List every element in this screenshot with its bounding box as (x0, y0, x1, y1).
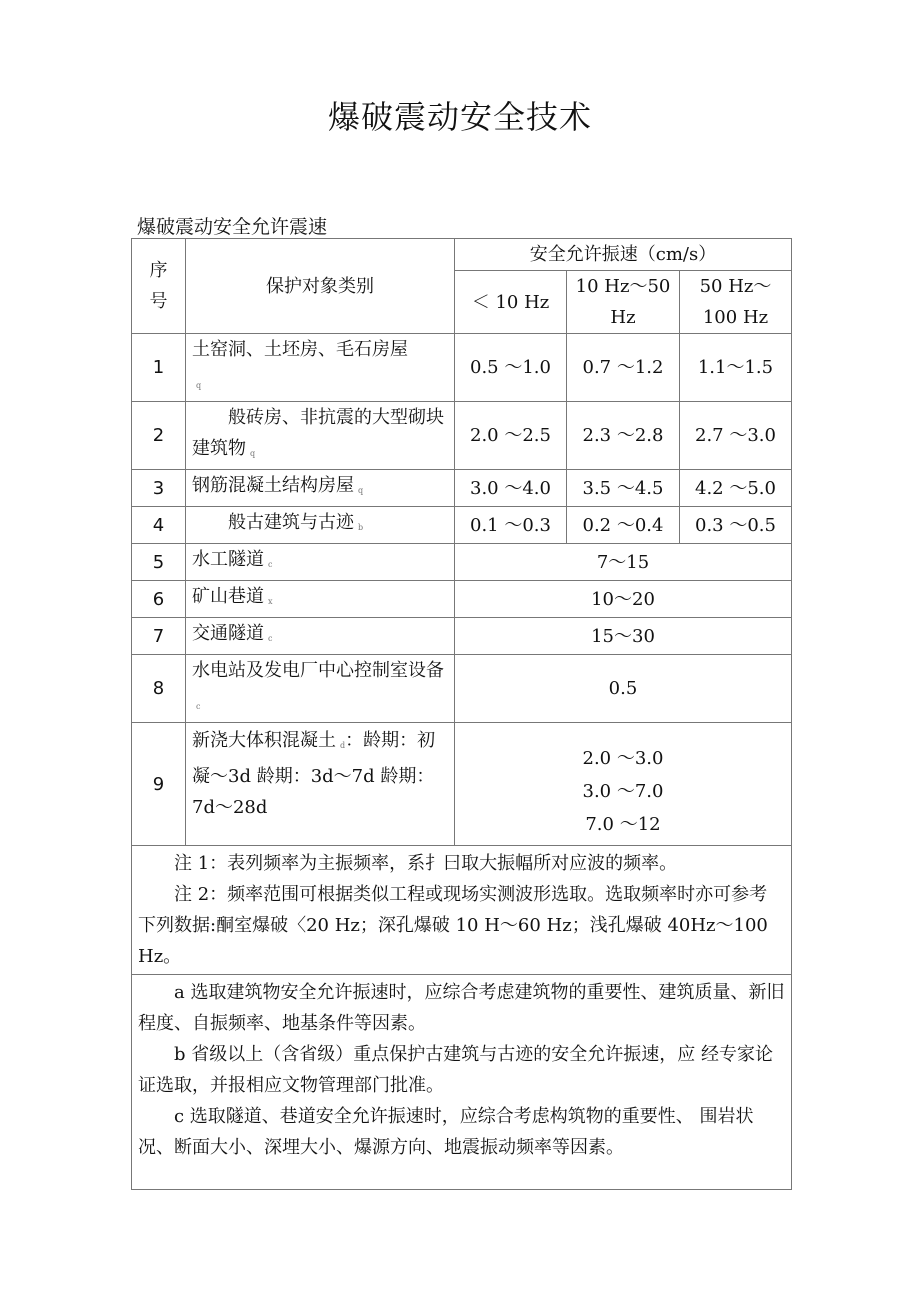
table-caption: 爆破震动安全允许震速 (137, 216, 328, 238)
value: 10～20 (455, 581, 792, 618)
row-number: 4 (132, 507, 186, 544)
value: 0.5 ～1.0 (455, 334, 567, 402)
row-number: 9 (132, 723, 186, 846)
value: 0.3 ～0.5 (680, 507, 792, 544)
value: 0.5 (455, 655, 792, 723)
note-2: 注 2：频率范围可根据类似工程或现场实测波形选取。选取频率时亦可参考下列数据:酮室爆破〈20 Hz；深孔爆破 10 H～60 Hz；浅孔爆破 40Hz～100 Hz。 (138, 884, 768, 967)
value: 2.3 ～2.8 (567, 402, 680, 470)
table-row (132, 544, 792, 581)
page-title: 爆破震动安全技术 (327, 98, 592, 136)
table-row (132, 618, 792, 655)
table-row (132, 581, 792, 618)
table-row (132, 655, 792, 723)
table-row (132, 507, 792, 544)
row-number: 7 (132, 618, 186, 655)
row-number: 5 (132, 544, 186, 581)
row-object: 般砖房、非抗震的大型砌块建筑物 $_q$ (186, 402, 455, 470)
value: 4.2 ～5.0 (680, 470, 792, 507)
header-freq-3: 50 Hz～ 100 Hz (680, 271, 792, 334)
table-row (132, 402, 792, 470)
header-freq-2: 10 Hz～50 Hz (567, 271, 680, 334)
value: 2.0 ～3.0 3.0 ～7.0 7.0 ～12 (455, 723, 792, 846)
note-1: 注 1：表列频率为主振频率，系扌曰取大振幅所对应波的频率。 (174, 853, 678, 874)
value: 15～30 (455, 618, 792, 655)
header-freq-1: ＜ 10 Hz (455, 271, 567, 334)
row-number: 6 (132, 581, 186, 618)
row-object: 水电站及发电厂中心控制室设备$_c$ (186, 655, 455, 723)
notes-frequency (132, 846, 792, 975)
row-object: 矿山巷道 $_x$ (186, 581, 455, 618)
table-row (132, 723, 792, 846)
row-object: 钢筋混凝土结构房屋 $_q$ (186, 470, 455, 507)
header-velocity: 安全允许振速（cm/s） (455, 239, 792, 271)
value: 0.7 ～1.2 (567, 334, 680, 402)
row-object: 水工隧道 $_c$ (186, 544, 455, 581)
value: 7～15 (455, 544, 792, 581)
row-number: 1 (132, 334, 186, 402)
value: 0.2 ～0.4 (567, 507, 680, 544)
footnote-b: b 省级以上（含省级）重点保护古建筑与古迹的安全允许振速，应 经专家论证选取，并报相应文物管理部门批准。 (138, 1044, 773, 1096)
row-object: 般古建筑与古迹 $_b$ (186, 507, 455, 544)
value: 2.0 ～2.5 (455, 402, 567, 470)
value: 3.0 ～4.0 (455, 470, 567, 507)
header-no: 序号 (132, 239, 186, 334)
vibration-table (131, 238, 792, 1190)
row-number: 2 (132, 402, 186, 470)
notes-footnotes (132, 975, 792, 1190)
header-object: 保护对象类别 (186, 239, 455, 334)
row-object: 交通隧道 $_c$ (186, 618, 455, 655)
value: 2.7 ～3.0 (680, 402, 792, 470)
footnote-c: c 选取隧道、巷道安全允许振速时，应综合考虑构筑物的重要性、 围岩状况、断面大小、深埋大小、爆源方向、地震振动频率等因素。 (138, 1106, 754, 1158)
value: 1.1～1.5 (680, 334, 792, 402)
row-number: 3 (132, 470, 186, 507)
value: 0.1 ～0.3 (455, 507, 567, 544)
table-row (132, 470, 792, 507)
row-object: 新浇大体积混凝土 $_d$：龄期：初凝～3d 龄期：3d～7d 龄期：7d～28d (186, 723, 455, 846)
footnote-a: a 选取建筑物安全允许振速时，应综合考虑建筑物的重要性、建筑质量、新旧程度、自振频率、地基条件等因素。 (138, 982, 785, 1034)
table-row (132, 334, 792, 402)
row-object: 土窑洞、土坯房、毛石房屋 $_q$ (186, 334, 455, 402)
value: 3.5 ～4.5 (567, 470, 680, 507)
row-number: 8 (132, 655, 186, 723)
